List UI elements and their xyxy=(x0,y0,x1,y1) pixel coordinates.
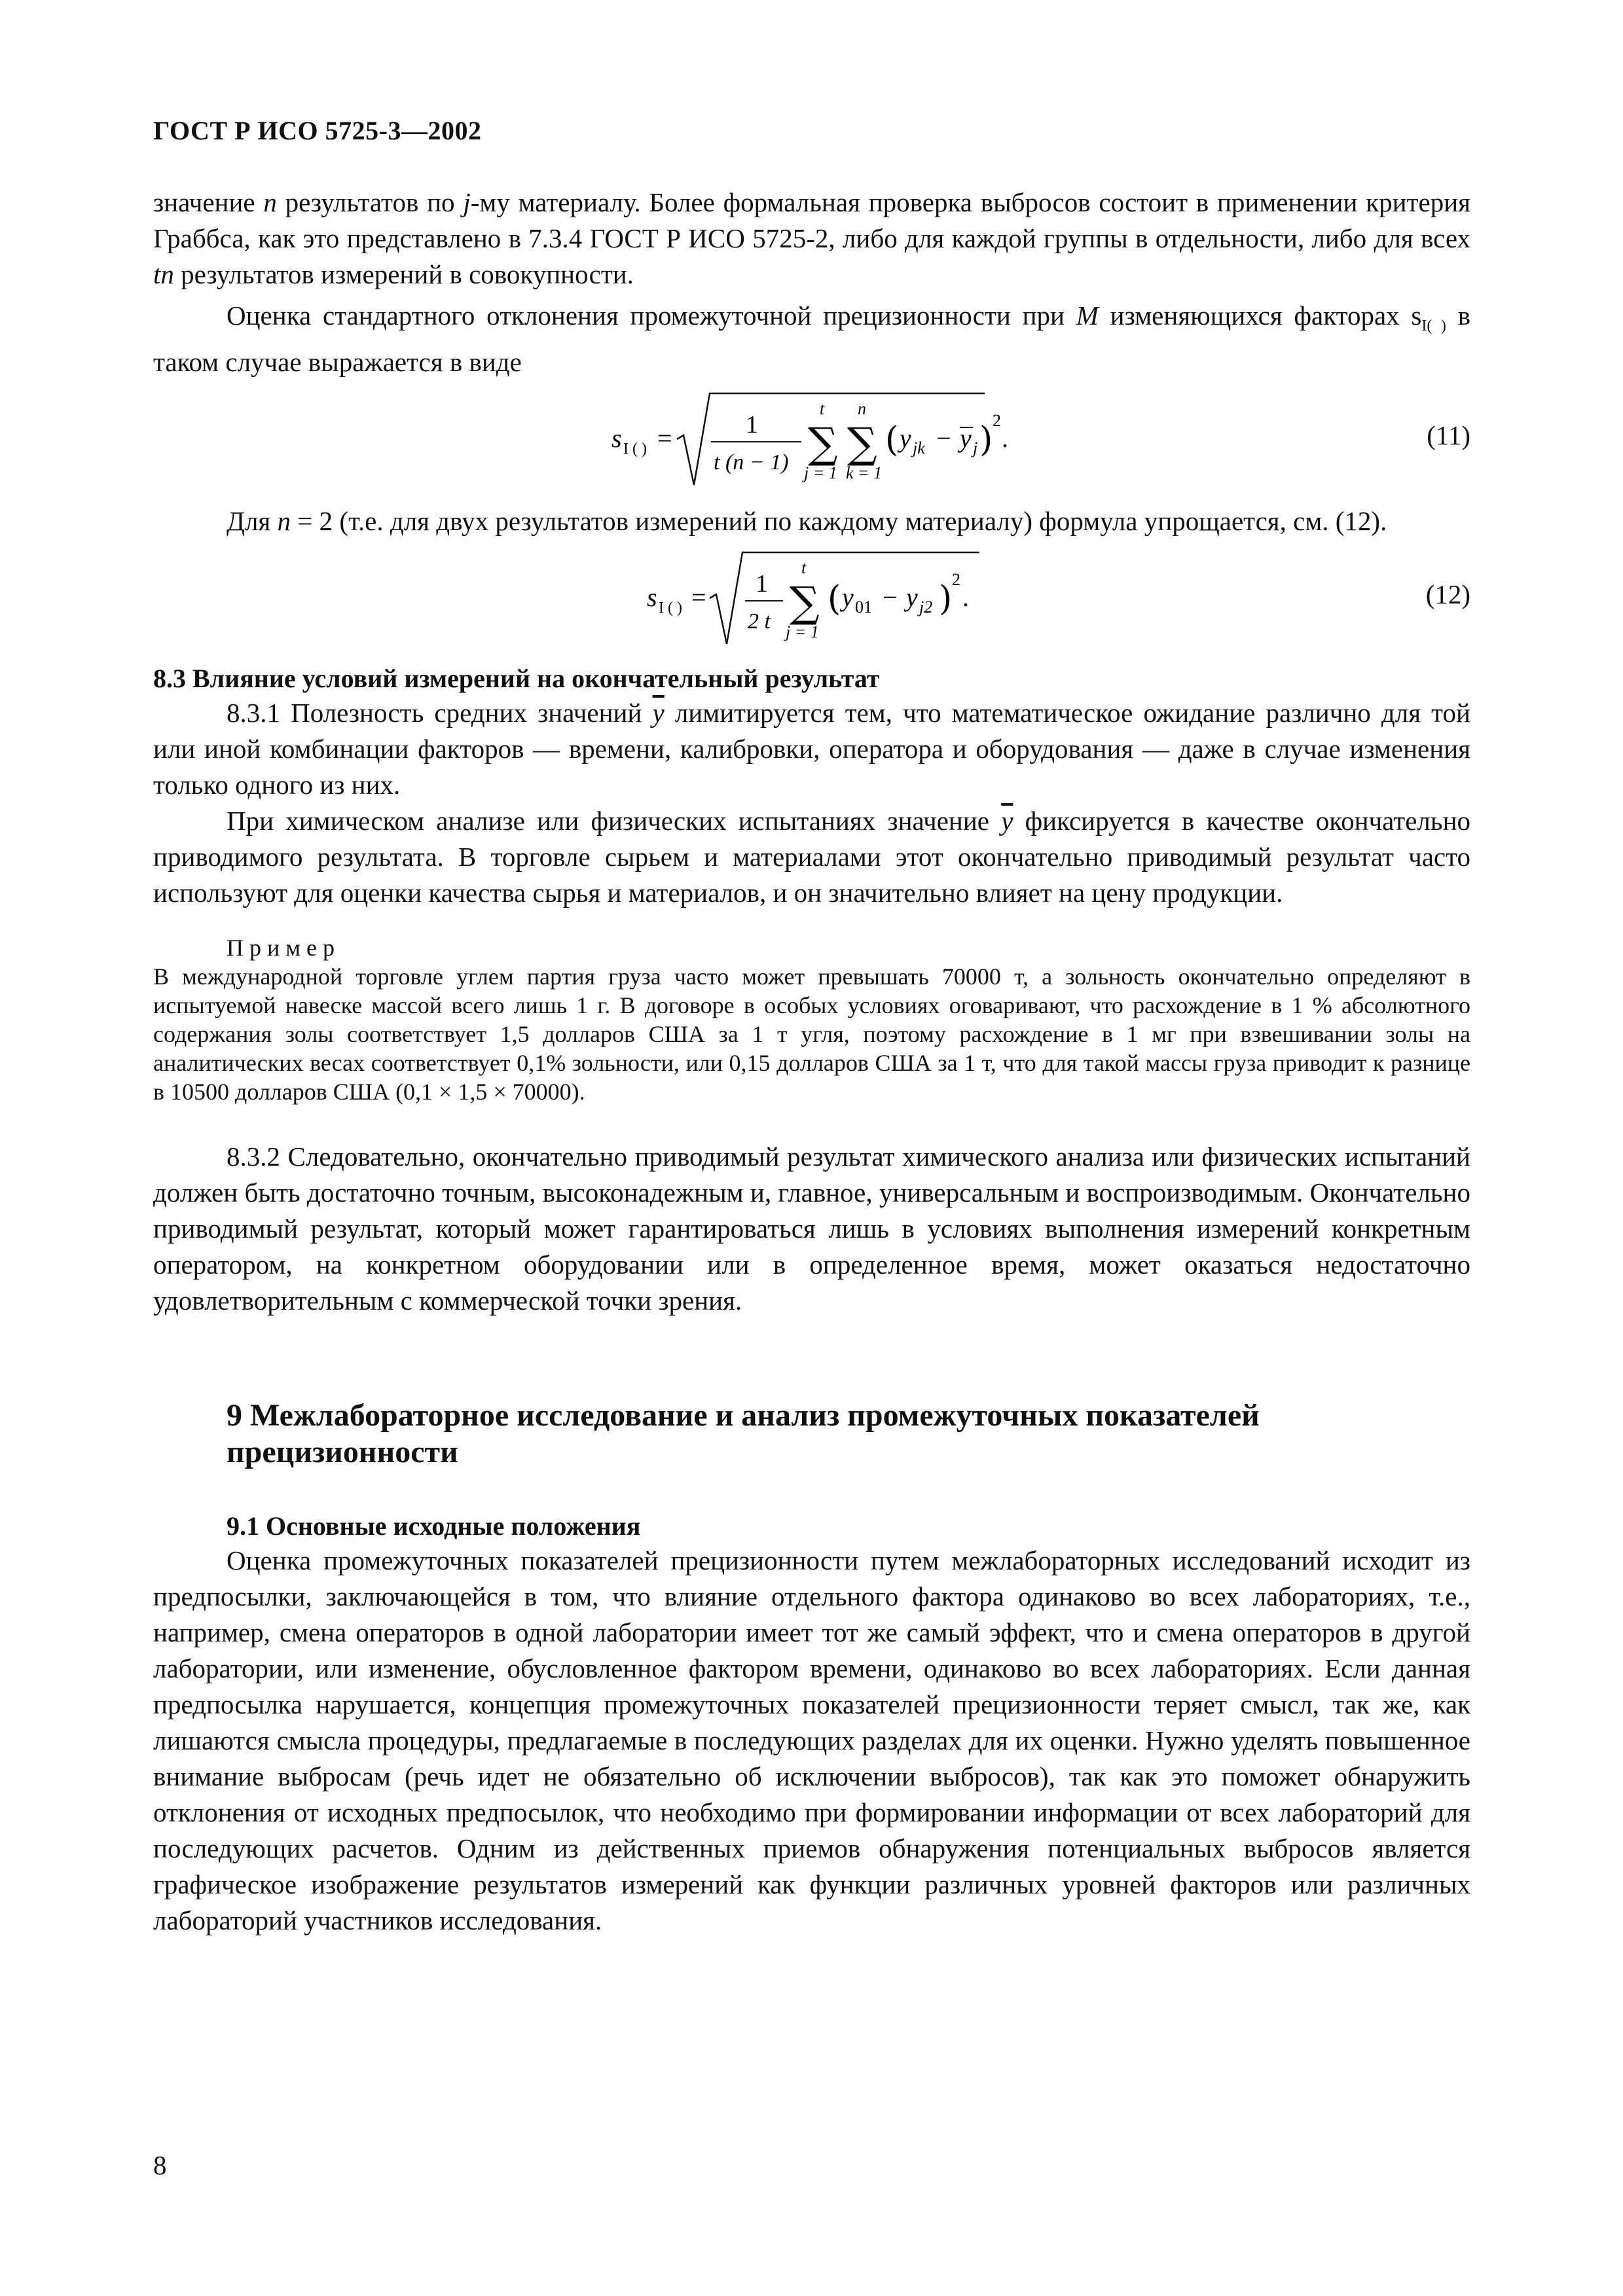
text-run: фиксируется в качестве окончательно приводимого результата. В торговле сырьем и материалами этот окончательно приводимый результат часто используют для оценки качества сырья и материалов, и он значительно влияет на цену продукции. xyxy=(153,806,1471,908)
subscript: I( ) xyxy=(1421,317,1446,335)
paragraph-estimate xyxy=(153,298,1470,380)
formula-12-graphic xyxy=(153,546,1266,657)
text-run: Оценка стандартного отклонения промежуточной прецизионности при xyxy=(227,300,1076,331)
fraction-numerator: 1 xyxy=(746,411,758,439)
text-run: При химическом анализе или физических испытаниях значение xyxy=(227,806,1002,836)
sum-lower: j = 1 xyxy=(786,622,819,642)
term-sub: jk xyxy=(913,439,925,458)
equation-number: (11) xyxy=(1427,420,1470,451)
text-run: 8.3.1 Полезность средних значений xyxy=(227,698,653,728)
term-sub: j xyxy=(973,439,978,458)
formula-lhs: s xyxy=(611,423,622,454)
formula-dot: . xyxy=(1002,423,1008,454)
text-run: лимитируется тем, что математическое ожидание различно для той или иной комбинации факторов — времени, калибровки, оператора и оборудования — даже в случае изменения только одного из них. xyxy=(153,698,1470,800)
section-9-title: 9 Межлабораторное исследование и анализ промежуточных показателей прецизионности xyxy=(227,1398,1260,1470)
minus-sign: − xyxy=(936,423,951,454)
paragraph-chemical-analysis xyxy=(153,803,1470,911)
exponent: 2 xyxy=(952,570,960,590)
page-number: 8 xyxy=(153,2150,167,2180)
section-8-3-title: 8.3 Влияние условий измерений на окончательный результат xyxy=(153,664,880,694)
formula-lhs-sub: I ( ) xyxy=(623,440,647,458)
example-block xyxy=(153,962,1470,1106)
paragraph-n2 xyxy=(153,503,1470,539)
sum-upper: t xyxy=(820,399,825,419)
formula-11-graphic xyxy=(153,387,1266,498)
paragraph-9-1: Оценка промежуточных показателей прецизионности путем межлабораторных исследований исходит из предпосылки, заключающейся в том, что влияние отдельного фактора одинаково во всех лабораториях, т.е., например, смена операторов в одной лаборатории имеет тот же самый эффект, что и смена операторов в другой лаборатории, или изменение, обусловленное фактором времени, одинаково во всех лабораториях. Если данная предпосылка нарушается, концепция промежуточных показателей прецизионности теряет смысл, так же, как лишаются смысла процедуры, предлагаемые в последующих разделах для их оценки. Нужно уделять повышенное внимание выбросам (речь идет не обязательно об исключении выбросов), так как это поможет обнаружить отклонения от исходных предпосылок, что необходимо при формировании информации от всех лабораторий для последующих расчетов. Одним из действенных приемов обнаружения потенциальных выбросов является графическое изображение результатов измерений как функции различных уровней факторов или различных лабораторий участников исследования. xyxy=(153,1545,1470,1936)
math-var: M xyxy=(1076,300,1099,331)
sum-sign: ∑ xyxy=(790,579,820,628)
sum-upper: n xyxy=(858,399,866,419)
fraction-denominator: t (n − 1) xyxy=(714,450,789,475)
term-ybar: y xyxy=(960,423,972,454)
term-y: y xyxy=(906,583,918,613)
sum-lower: k = 1 xyxy=(846,463,883,483)
sum-sign: ∑ xyxy=(847,420,877,469)
text-run: результатов по xyxy=(276,187,464,217)
paragraph-8-3-1 xyxy=(153,695,1470,803)
text-run: в таком случае выражается в виде xyxy=(153,300,1471,378)
fraction-denominator: 2 t xyxy=(748,609,771,634)
formula-dot: . xyxy=(962,583,969,613)
term-sub: 01 xyxy=(855,598,872,617)
sum-lower: j = 1 xyxy=(804,463,837,483)
formula-12 xyxy=(153,546,1470,651)
text-run: Для xyxy=(227,506,278,537)
math-var: n xyxy=(263,187,277,217)
left-paren: ( xyxy=(885,420,899,460)
text-run: = 2 (т.е. для двух результатов измерений по каждому материалу) формула упрощается, см. (12). xyxy=(291,506,1387,537)
text-run: изменяющихся факторах s xyxy=(1098,300,1422,331)
paragraph-8-3-2: 8.3.2 Следовательно, окончательно приводимый результат химического анализа или физических испытаний должен быть достаточно точным, высоконадежным и, главное, универсальным и воспроизводимым. Окончательно приводимый результат, который может гарантироваться лишь в условиях выполнения измерений конкретным оператором, на конкретном оборудовании или в определенное время, может оказаться недостаточно удовлетворительным с коммерческой точки зрения. xyxy=(153,1141,1470,1316)
text-run: -му материалу. Более формальная проверка выбросов состоит в применении критерия Граббса, как это представлено в 7.3.4 ГОСТ Р ИСО 5725-2, либо для каждой группы в отдельности, либо для всех xyxy=(153,187,1471,253)
page-content xyxy=(153,185,1470,1939)
document-header: ГОСТ Р ИСО 5725-3—2002 xyxy=(153,116,482,145)
equation-number: (12) xyxy=(1425,579,1470,610)
section-9-1-title: 9.1 Основные исходные положения xyxy=(227,1511,641,1541)
sum-upper: t xyxy=(801,558,807,578)
right-paren: ) xyxy=(939,579,953,619)
formula-equals: = xyxy=(691,583,706,613)
formula-lhs: s xyxy=(647,583,657,613)
math-var: j xyxy=(463,187,471,217)
left-paren: ( xyxy=(828,579,841,619)
example-text: В международной торговле углем партия груза часто может превышать 70000 т, а зольность окончательно определяют в испытуемой навеске массой всего лишь 1 г. В договоре в особых условиях оговаривают, что расхождение в 1 % абсолютного содержания золы соответствует 1,5 долларов США за 1 т угля, поэтому расхождение в 1 мг при взвешивании золы на аналитических весах соответствует 0,1% зольности, или 0,15 долларов США за 1 т, что для такой массы груза приводит к разнице в 10500 долларов США (0,1 × 1,5 × 70000). xyxy=(153,963,1470,1105)
minus-sign: − xyxy=(883,583,898,613)
math-var: tn xyxy=(153,259,174,289)
formula-lhs-sub: I ( ) xyxy=(659,600,682,617)
formula-equals: = xyxy=(657,423,672,454)
formula-11 xyxy=(153,387,1470,492)
exponent: 2 xyxy=(993,411,1001,431)
term-y: y xyxy=(900,423,911,454)
sum-sign: ∑ xyxy=(808,420,838,469)
example-label: Пример xyxy=(227,935,341,961)
term-y: y xyxy=(842,583,854,613)
math-var-ybar: $\overline{y}$ xyxy=(1001,806,1013,836)
paragraph-continuation xyxy=(153,185,1470,293)
right-paren: ) xyxy=(979,420,993,460)
math-var-ybar: $\overline{y}$ xyxy=(652,698,665,728)
text-run: значение xyxy=(153,187,264,217)
text-run: результатов измерений в совокупности. xyxy=(173,259,634,289)
term-sub: j2 xyxy=(919,598,933,617)
fraction-numerator: 1 xyxy=(756,570,768,598)
math-var: n xyxy=(277,506,291,537)
